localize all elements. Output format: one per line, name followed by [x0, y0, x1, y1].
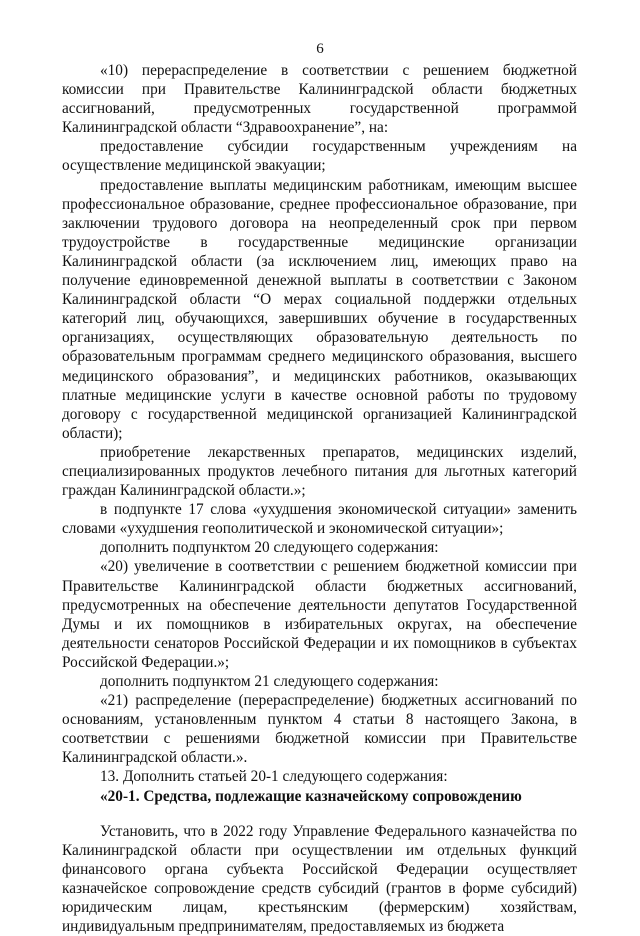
article-heading: «20-1. Средства, подлежащие казначейскому сопровождению	[100, 787, 522, 805]
paragraph-subitem-10: «10) перераспределение в соответствии с решением бюджетной комиссии при Правительстве Калининградской области бюджетных ассигнований, предусмотренных государственной программой Калининградской области “Здравоохранение”, на:	[62, 62, 577, 137]
paragraph-subitem-17-change: в подпункте 17 слова «ухудшения экономической ситуации» заменить словами «ухудшения геополитической и экономической ситуации»;	[62, 501, 577, 538]
paragraph-add-article-20-1: 13. Дополнить статьей 20-1 следующего содержания:	[100, 768, 448, 786]
paragraph-add-subitem-20: дополнить подпунктом 20 следующего содержания:	[100, 539, 439, 557]
paragraph-medical-evacuation: предоставление субсидии государственным учреждениям на осуществление медицинской эвакуации;	[62, 138, 577, 175]
paragraph-medical-workers-payment: предоставление выплаты медицинским работникам, имеющим высшее профессиональное образование, среднее профессиональное образование, при заключении трудового договора на неопределенный срок при первом трудоустройстве в государственные медицинские организации Калининградской области (за исключением лиц, имеющих право на получение единовременной денежной выплаты в соответствии с Законом Калининградской области “О мерах социальной поддержки отдельных категорий лиц, обучающихся, завершивших обучение в государственных организациях, осуществляющих образовательную деятельность по образовательным программам среднего медицинского образования, высшего медицинского образования”, и медицинских работников, оказывающих платные медицинские услуги в качестве основной работы по трудовому договору с государственной медицинской организацией Калининградской области);	[62, 176, 577, 442]
paragraph-subitem-21: «21) распределение (перераспределение) бюджетных ассигнований по основаниям, установленным пунктом 4 статьи 8 настоящего Закона, в соответствии с решениями бюджетной комиссии при Правительстве Калининградской области.».	[62, 692, 577, 767]
paragraph-medicines-purchase: приобретение лекарственных препаратов, медицинских изделий, специализированных продуктов лечебного питания для льготных категорий граждан Калининградской области.»;	[62, 443, 577, 500]
document-body	[62, 61, 577, 936]
paragraph-treasury-support: Установить, что в 2022 году Управление Федерального казначейства по Калининградской области при осуществлении им отдельных функций финансового органа субъекта Российской Федерации осуществляет казначейское сопровождение средств субсидий (грантов в форме субсидий) юридическим лицам, крестьянским (фермерским) хозяйствам, индивидуальным предпринимателям, предоставляемых из бюджета	[62, 822, 577, 936]
page-number: 6	[316, 41, 324, 57]
paragraph-add-subitem-21: дополнить подпунктом 21 следующего содержания:	[100, 673, 439, 690]
paragraph-subitem-20: «20) увеличение в соответствии с решением бюджетной комиссии при Правительстве Калининградской области бюджетных ассигнований, предусмотренных на обеспечение деятельности депутатов Государственной Думы и их помощников в избирательных округах, на обеспечение деятельности сенаторов Российской Федерации и их помощников в субъектах Российской Федерации.»;	[62, 558, 577, 671]
